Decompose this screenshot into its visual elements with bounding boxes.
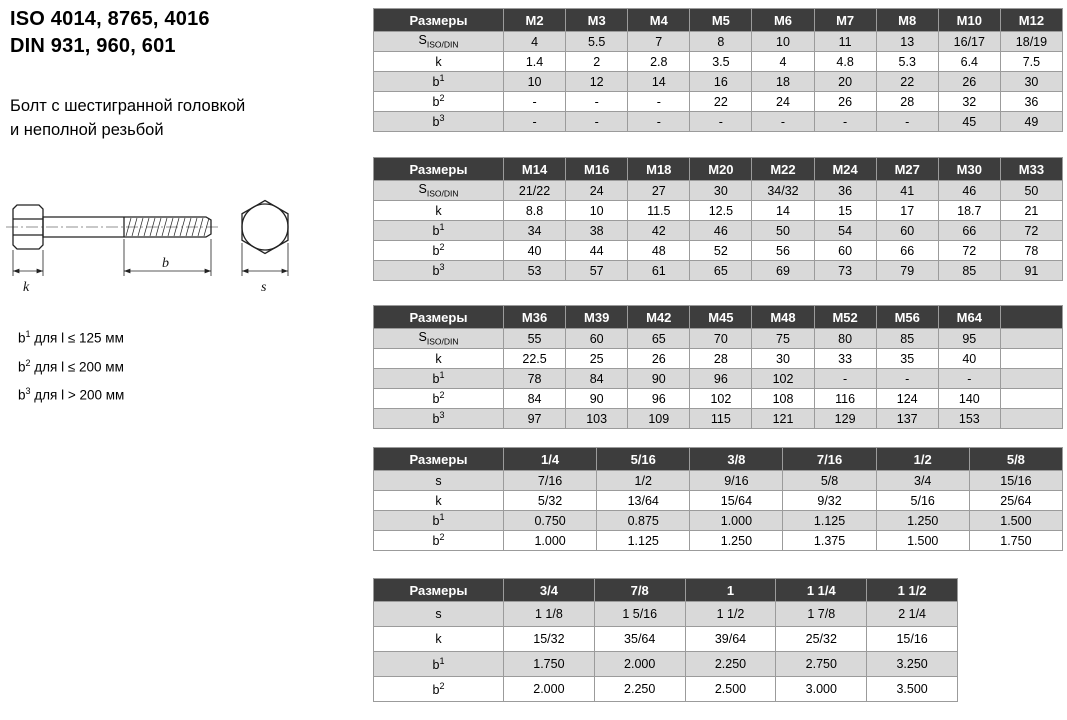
table-cell: 10 <box>752 32 814 52</box>
column-header: 1/4 <box>504 448 597 471</box>
column-header: M18 <box>628 158 690 181</box>
header-row <box>374 448 1063 471</box>
column-header: M22 <box>752 158 814 181</box>
table-cell: 48 <box>628 241 690 261</box>
table-cell: 60 <box>566 329 628 349</box>
table-cell: 30 <box>752 349 814 369</box>
table-cell: 40 <box>938 349 1000 369</box>
table-cell <box>1000 349 1062 369</box>
table-cell: 40 <box>504 241 566 261</box>
table-cell: 15/64 <box>690 491 783 511</box>
table-cell: - <box>628 112 690 132</box>
column-header <box>1000 306 1062 329</box>
table-cell: 137 <box>876 409 938 429</box>
table-cell: 65 <box>690 261 752 281</box>
column-header: 7/16 <box>783 448 876 471</box>
title-line-2: DIN 931, 960, 601 <box>10 35 176 57</box>
table-cell: 1/2 <box>597 471 690 491</box>
column-header: M27 <box>876 158 938 181</box>
table-cell: - <box>752 112 814 132</box>
table-cell: 5.3 <box>876 52 938 72</box>
table-cell: 52 <box>690 241 752 261</box>
table-cell: 13/64 <box>597 491 690 511</box>
table-cell: 95 <box>938 329 1000 349</box>
table-cell: 5/32 <box>504 491 597 511</box>
column-header: M4 <box>628 9 690 32</box>
spec-table-metric-m2-m12 <box>373 8 1063 132</box>
column-header: M2 <box>504 9 566 32</box>
table-cell: 129 <box>814 409 876 429</box>
column-header: 1 <box>685 579 776 602</box>
table-cell: 1.4 <box>504 52 566 72</box>
table-cell: - <box>566 92 628 112</box>
row-label: k <box>374 349 504 369</box>
table-cell <box>1000 369 1062 389</box>
row-label: $b^2$ <box>374 677 504 702</box>
table-cell: 34 <box>504 221 566 241</box>
table-cell: 3/4 <box>876 471 969 491</box>
column-header: M39 <box>566 306 628 329</box>
table-cell: 97 <box>504 409 566 429</box>
table-cell: 3.500 <box>867 677 958 702</box>
column-header: M3 <box>566 9 628 32</box>
column-header: M24 <box>814 158 876 181</box>
table-cell: 1.375 <box>783 531 876 551</box>
page-title <box>10 6 210 60</box>
table-cell: 50 <box>1000 181 1062 201</box>
table-cell: 32 <box>938 92 1000 112</box>
table-cell: 15/16 <box>867 627 958 652</box>
table-row <box>374 241 1063 261</box>
table-cell: 21 <box>1000 201 1062 221</box>
table-cell: 7 <box>628 32 690 52</box>
column-header: 3/8 <box>690 448 783 471</box>
table-cell: - <box>628 92 690 112</box>
table-cell: 35 <box>876 349 938 369</box>
table-cell: - <box>504 92 566 112</box>
table-cell: 55 <box>504 329 566 349</box>
subtitle-line-1: Болт с шестигранной головкой <box>10 97 246 115</box>
row-label: $b^3$ <box>374 261 504 281</box>
table-cell: 2.000 <box>504 677 595 702</box>
column-header: M8 <box>876 9 938 32</box>
table-cell: 25/32 <box>776 627 867 652</box>
table-row <box>374 531 1063 551</box>
header-row <box>374 158 1063 181</box>
table-cell: 72 <box>1000 221 1062 241</box>
table-cell: 12 <box>566 72 628 92</box>
column-header: M12 <box>1000 9 1062 32</box>
table-cell: 124 <box>876 389 938 409</box>
table-cell: 108 <box>752 389 814 409</box>
table-cell: 30 <box>690 181 752 201</box>
row-label: k <box>374 491 504 511</box>
table-cell: 34/32 <box>752 181 814 201</box>
table-cell <box>1000 409 1062 429</box>
row-label: $b^3$ <box>374 409 504 429</box>
table-cell: 85 <box>938 261 1000 281</box>
table-cell: 2.250 <box>594 677 685 702</box>
table-cell: 9/16 <box>690 471 783 491</box>
table-cell: 1.125 <box>783 511 876 531</box>
column-header: 5/16 <box>597 448 690 471</box>
table-row <box>374 627 958 652</box>
table-cell: 116 <box>814 389 876 409</box>
table-cell: 90 <box>628 369 690 389</box>
dimension-k-label: k <box>23 280 30 295</box>
table-cell: 1 1/2 <box>685 602 776 627</box>
table-row <box>374 409 1063 429</box>
table-cell: - <box>566 112 628 132</box>
table-row <box>374 52 1063 72</box>
table-cell: 44 <box>566 241 628 261</box>
table-cell: 9/32 <box>783 491 876 511</box>
table-cell: 1 5/16 <box>594 602 685 627</box>
column-header: 1 1/4 <box>776 579 867 602</box>
table-cell: - <box>690 112 752 132</box>
table-cell: 73 <box>814 261 876 281</box>
footnote: $b^1$ для l ≤ 125 мм <box>18 329 124 346</box>
row-label: $b^2$ <box>374 92 504 112</box>
table-cell: 46 <box>690 221 752 241</box>
title-line-1: ISO 4014, 8765, 4016 <box>10 8 210 30</box>
table-cell: 39/64 <box>685 627 776 652</box>
table-cell: 4 <box>752 52 814 72</box>
table-cell: 18/19 <box>1000 32 1062 52</box>
table-row <box>374 652 958 677</box>
table-cell: 1.000 <box>690 511 783 531</box>
table-cell: 18.7 <box>938 201 1000 221</box>
table-row <box>374 181 1063 201</box>
table-cell: 121 <box>752 409 814 429</box>
dimension-s-label: s <box>261 280 267 295</box>
table-cell: 102 <box>690 389 752 409</box>
table-cell: 49 <box>1000 112 1062 132</box>
table-cell: 26 <box>628 349 690 369</box>
table-cell: 22 <box>876 72 938 92</box>
table-cell: 70 <box>690 329 752 349</box>
row-label: $b^1$ <box>374 221 504 241</box>
table-cell: 85 <box>876 329 938 349</box>
table-cell: 1 1/8 <box>504 602 595 627</box>
table-cell: 3.5 <box>690 52 752 72</box>
spec-table-metric-m36-m64 <box>373 305 1063 429</box>
table-cell: 46 <box>938 181 1000 201</box>
table-row <box>374 602 958 627</box>
table-cell: 1.750 <box>504 652 595 677</box>
table-cell: 6.4 <box>938 52 1000 72</box>
table-cell: 25/64 <box>969 491 1062 511</box>
column-header: M33 <box>1000 158 1062 181</box>
table-cell: - <box>938 369 1000 389</box>
table-row <box>374 677 958 702</box>
table-cell: - <box>876 112 938 132</box>
table-cell: 60 <box>814 241 876 261</box>
row-label: s <box>374 471 504 491</box>
table-row <box>374 329 1063 349</box>
table-cell: - <box>504 112 566 132</box>
column-header: M64 <box>938 306 1000 329</box>
table-cell: 36 <box>1000 92 1062 112</box>
table-cell: 1 7/8 <box>776 602 867 627</box>
table-cell: 11.5 <box>628 201 690 221</box>
table-cell: 45 <box>938 112 1000 132</box>
table-cell: 72 <box>938 241 1000 261</box>
footnote: $b^2$ для l ≤ 200 мм <box>18 357 124 374</box>
table-cell: 1.125 <box>597 531 690 551</box>
column-header: 5/8 <box>969 448 1062 471</box>
table-cell: 79 <box>876 261 938 281</box>
row-label: $b^2$ <box>374 531 504 551</box>
dimension-s <box>242 243 288 276</box>
table-cell: 4.8 <box>814 52 876 72</box>
footnotes <box>18 322 124 408</box>
table-cell: 1.500 <box>876 531 969 551</box>
column-header: M6 <box>752 9 814 32</box>
dimension-b-label: b <box>162 256 169 271</box>
table-cell: 91 <box>1000 261 1062 281</box>
table-cell: 33 <box>814 349 876 369</box>
table-cell: 8 <box>690 32 752 52</box>
column-header: M56 <box>876 306 938 329</box>
table-cell: 38 <box>566 221 628 241</box>
column-header: M48 <box>752 306 814 329</box>
table-cell <box>1000 389 1062 409</box>
table-cell: 102 <box>752 369 814 389</box>
column-header: M30 <box>938 158 1000 181</box>
table-cell: 14 <box>752 201 814 221</box>
table-cell: 65 <box>628 329 690 349</box>
table-row <box>374 491 1063 511</box>
table-cell <box>1000 329 1062 349</box>
table-cell: 21/22 <box>504 181 566 201</box>
table-cell: 10 <box>566 201 628 221</box>
dimension-k <box>13 250 43 276</box>
table-cell: 84 <box>504 389 566 409</box>
table-row <box>374 511 1063 531</box>
row-label: $b^2$ <box>374 389 504 409</box>
table-cell: 13 <box>876 32 938 52</box>
table-cell: 103 <box>566 409 628 429</box>
row-label: s <box>374 602 504 627</box>
table-cell: 3.250 <box>867 652 958 677</box>
table-cell: 8.8 <box>504 201 566 221</box>
subtitle <box>10 94 245 142</box>
table-row <box>374 389 1063 409</box>
table-cell: 78 <box>504 369 566 389</box>
table-cell: 69 <box>752 261 814 281</box>
hex-end-view <box>242 201 288 254</box>
column-header: Размеры <box>374 9 504 32</box>
table-cell: 75 <box>752 329 814 349</box>
table-row <box>374 369 1063 389</box>
column-header: M16 <box>566 158 628 181</box>
column-header: M20 <box>690 158 752 181</box>
row-label: $S_{ISO/DIN}$ <box>374 329 504 349</box>
column-header: M5 <box>690 9 752 32</box>
table-cell: 30 <box>1000 72 1062 92</box>
table-cell: 56 <box>752 241 814 261</box>
table-cell: 50 <box>752 221 814 241</box>
row-label: $b^3$ <box>374 112 504 132</box>
table-cell: 26 <box>814 92 876 112</box>
table-cell: 16/17 <box>938 32 1000 52</box>
table-cell: 15 <box>814 201 876 221</box>
table-row <box>374 221 1063 241</box>
row-label: $b^1$ <box>374 511 504 531</box>
table-cell: 14 <box>628 72 690 92</box>
table-row <box>374 92 1063 112</box>
table-cell: 54 <box>814 221 876 241</box>
column-header: M10 <box>938 9 1000 32</box>
table-cell: 7/16 <box>504 471 597 491</box>
table-row <box>374 72 1063 92</box>
table-cell: 1.250 <box>876 511 969 531</box>
row-label: $b^1$ <box>374 652 504 677</box>
table-cell: 15/16 <box>969 471 1062 491</box>
header-row <box>374 9 1063 32</box>
table-row <box>374 32 1063 52</box>
table-cell: 2.250 <box>685 652 776 677</box>
column-header: M45 <box>690 306 752 329</box>
table-cell: 61 <box>628 261 690 281</box>
table-cell: - <box>876 369 938 389</box>
table-cell: 60 <box>876 221 938 241</box>
column-header: M36 <box>504 306 566 329</box>
table-cell: - <box>814 369 876 389</box>
table-cell: 0.750 <box>504 511 597 531</box>
header-row <box>374 306 1063 329</box>
column-header: M14 <box>504 158 566 181</box>
table-cell: 2 1/4 <box>867 602 958 627</box>
column-header: M7 <box>814 9 876 32</box>
table-cell: 24 <box>752 92 814 112</box>
table-row <box>374 349 1063 369</box>
bolt-technical-drawing <box>6 192 316 296</box>
table-cell: 28 <box>690 349 752 369</box>
table-cell: 1.000 <box>504 531 597 551</box>
spec-table-metric-m14-m33 <box>373 157 1063 281</box>
row-label: $S_{ISO/DIN}$ <box>374 32 504 52</box>
table-cell: 17 <box>876 201 938 221</box>
table-cell: 28 <box>876 92 938 112</box>
table-cell: 42 <box>628 221 690 241</box>
table-row <box>374 201 1063 221</box>
table-cell: 41 <box>876 181 938 201</box>
row-label: k <box>374 201 504 221</box>
column-header: M52 <box>814 306 876 329</box>
row-label: $b^1$ <box>374 72 504 92</box>
table-row <box>374 471 1063 491</box>
table-cell: 2.000 <box>594 652 685 677</box>
table-cell: 7.5 <box>1000 52 1062 72</box>
table-cell: 16 <box>690 72 752 92</box>
table-cell: 2.500 <box>685 677 776 702</box>
table-cell: 36 <box>814 181 876 201</box>
row-label: $b^1$ <box>374 369 504 389</box>
table-cell: 66 <box>876 241 938 261</box>
table-row <box>374 261 1063 281</box>
table-cell: 10 <box>504 72 566 92</box>
table-cell: 90 <box>566 389 628 409</box>
table-cell: 22.5 <box>504 349 566 369</box>
table-cell: 12.5 <box>690 201 752 221</box>
column-header: 1/2 <box>876 448 969 471</box>
table-cell: 1.750 <box>969 531 1062 551</box>
table-cell: 96 <box>628 389 690 409</box>
table-cell: 80 <box>814 329 876 349</box>
table-cell: 4 <box>504 32 566 52</box>
table-cell: 1.500 <box>969 511 1062 531</box>
table-cell: 20 <box>814 72 876 92</box>
table-cell: 2 <box>566 52 628 72</box>
table-cell: 1.250 <box>690 531 783 551</box>
table-row <box>374 112 1063 132</box>
subtitle-line-2: и неполной резьбой <box>10 121 164 139</box>
table-cell: 26 <box>938 72 1000 92</box>
column-header: 1 1/2 <box>867 579 958 602</box>
table-cell: 25 <box>566 349 628 369</box>
column-header: Размеры <box>374 306 504 329</box>
table-cell: 140 <box>938 389 1000 409</box>
table-cell: 2.8 <box>628 52 690 72</box>
row-label: $b^2$ <box>374 241 504 261</box>
table-cell: 11 <box>814 32 876 52</box>
column-header: M42 <box>628 306 690 329</box>
table-cell: - <box>814 112 876 132</box>
table-cell: 2.750 <box>776 652 867 677</box>
spec-table-inch-large <box>373 578 958 702</box>
table-cell: 22 <box>690 92 752 112</box>
table-cell: 0.875 <box>597 511 690 531</box>
table-cell: 27 <box>628 181 690 201</box>
table-cell: 53 <box>504 261 566 281</box>
header-row <box>374 579 958 602</box>
row-label: $S_{ISO/DIN}$ <box>374 181 504 201</box>
table-cell: 66 <box>938 221 1000 241</box>
column-header: 3/4 <box>504 579 595 602</box>
table-cell: 3.000 <box>776 677 867 702</box>
footnote: $b^3$ для l > 200 мм <box>18 386 125 403</box>
table-cell: 84 <box>566 369 628 389</box>
table-cell: 15/32 <box>504 627 595 652</box>
table-cell: 78 <box>1000 241 1062 261</box>
column-header: Размеры <box>374 158 504 181</box>
column-header: Размеры <box>374 579 504 602</box>
table-cell: 5.5 <box>566 32 628 52</box>
table-cell: 57 <box>566 261 628 281</box>
table-cell: 18 <box>752 72 814 92</box>
table-cell: 35/64 <box>594 627 685 652</box>
column-header: 7/8 <box>594 579 685 602</box>
table-cell: 109 <box>628 409 690 429</box>
table-cell: 153 <box>938 409 1000 429</box>
table-cell: 96 <box>690 369 752 389</box>
table-cell: 5/16 <box>876 491 969 511</box>
spec-table-inch-small <box>373 447 1063 551</box>
column-header: Размеры <box>374 448 504 471</box>
row-label: k <box>374 627 504 652</box>
table-cell: 5/8 <box>783 471 876 491</box>
row-label: k <box>374 52 504 72</box>
table-cell: 24 <box>566 181 628 201</box>
table-cell: 115 <box>690 409 752 429</box>
